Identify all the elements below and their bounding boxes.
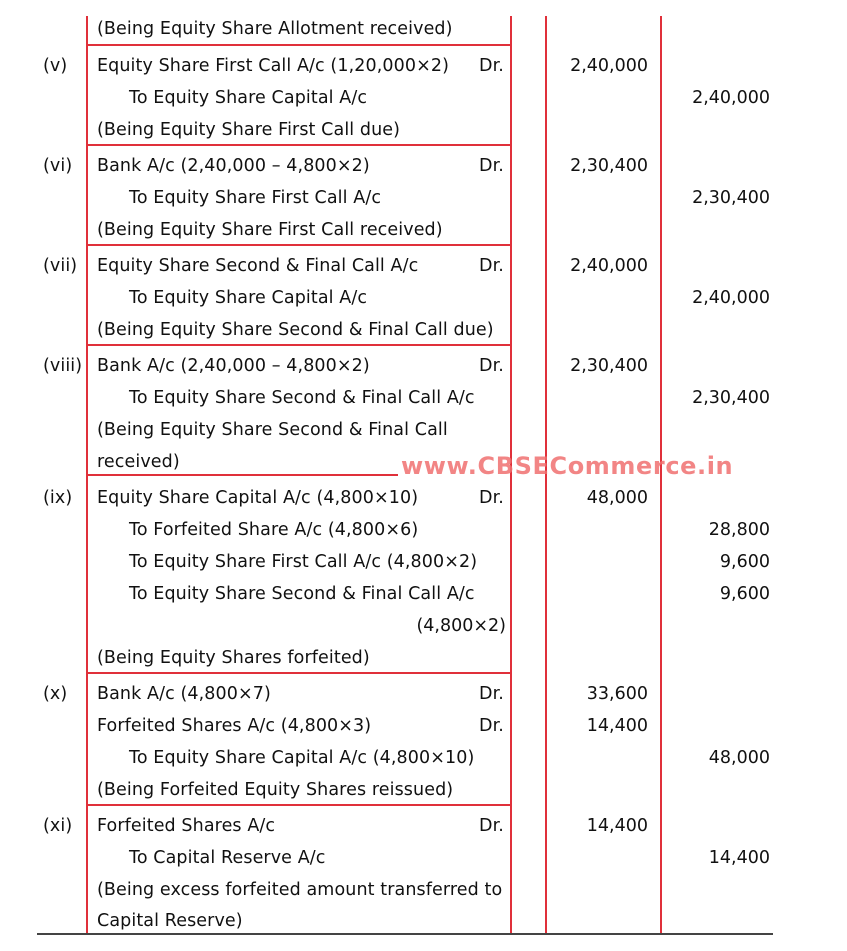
entry-number: (v) (43, 56, 68, 76)
debit-amount: 14,400 (586, 716, 648, 736)
credit-account: To Equity Share Capital A/c (129, 288, 368, 308)
entry-separator (86, 804, 512, 806)
credit-account: To Equity Share Capital A/c (4,800×10) (129, 748, 475, 768)
entry-separator (86, 244, 512, 246)
narration: (Being Equity Share Allotment received) (97, 19, 453, 39)
entry-separator (86, 44, 512, 46)
dr-marker: Dr. (479, 256, 504, 276)
debit-account: Bank A/c (2,40,000 – 4,800×2) (97, 156, 370, 176)
narration: (Being Forfeited Equity Shares reissued) (97, 780, 454, 800)
credit-account: To Forfeited Share A/c (4,800×6) (129, 520, 419, 540)
dr-marker: Dr. (479, 156, 504, 176)
narration: (Being Equity Share Second & Final Call (97, 420, 448, 440)
entry-number: (vii) (43, 256, 78, 276)
credit-amount: 9,600 (719, 584, 770, 604)
debit-account: Forfeited Shares A/c (97, 816, 276, 836)
dr-marker: Dr. (479, 716, 504, 736)
entry-number: (x) (43, 684, 68, 704)
credit-account: To Equity Share First Call A/c (129, 188, 382, 208)
credit-account: To Equity Share Capital A/c (129, 88, 368, 108)
entry-separator (86, 344, 512, 346)
debit-account: Bank A/c (4,800×7) (97, 684, 271, 704)
debit-amount: 33,600 (586, 684, 648, 704)
narration: (Being Equity Share First Call received) (97, 220, 443, 240)
credit-account: To Equity Share Second & Final Call A/c (129, 584, 475, 604)
entry-number: (vi) (43, 156, 73, 176)
narration: received) (97, 452, 180, 472)
debit-account: Equity Share First Call A/c (1,20,000×2) (97, 56, 450, 76)
table-bottom-rule (37, 933, 773, 935)
credit-amount: 2,40,000 (692, 88, 770, 108)
credit-amount: 28,800 (708, 520, 770, 540)
credit-amount: 48,000 (708, 748, 770, 768)
dr-marker: Dr. (479, 684, 504, 704)
debit-account: Equity Share Second & Final Call A/c (97, 256, 419, 276)
debit-account: Equity Share Capital A/c (4,800×10) (97, 488, 419, 508)
credit-amount: 2,40,000 (692, 288, 770, 308)
entry-separator (86, 474, 398, 476)
dr-marker: Dr. (479, 56, 504, 76)
narration: Capital Reserve) (97, 911, 243, 931)
credit-amount: 14,400 (708, 848, 770, 868)
dr-marker: Dr. (479, 816, 504, 836)
credit-account: To Equity Share Second & Final Call A/c (129, 388, 475, 408)
credit-account: To Equity Share First Call A/c (4,800×2) (129, 552, 478, 572)
watermark: www.CBSECommerce.in (401, 452, 734, 480)
entry-number: (viii) (43, 356, 83, 376)
debit-amount: 48,000 (586, 488, 648, 508)
debit-amount: 2,30,400 (570, 156, 648, 176)
dr-marker: Dr. (479, 488, 504, 508)
credit-amount: 2,30,400 (692, 388, 770, 408)
entry-number: (ix) (43, 488, 73, 508)
debit-amount: 2,30,400 (570, 356, 648, 376)
narration: (Being Equity Share Second & Final Call due) (97, 320, 494, 340)
dr-marker: Dr. (479, 356, 504, 376)
credit-amount: 9,600 (719, 552, 770, 572)
debit-account: Bank A/c (2,40,000 – 4,800×2) (97, 356, 370, 376)
entry-separator (86, 144, 512, 146)
entry-number: (xi) (43, 816, 73, 836)
narration: (Being Equity Share First Call due) (97, 120, 401, 140)
debit-amount: 14,400 (586, 816, 648, 836)
debit-amount: 2,40,000 (570, 56, 648, 76)
calculation-note: (4,800×2) (416, 616, 506, 636)
narration: (Being Equity Shares forfeited) (97, 648, 370, 668)
debit-account: Forfeited Shares A/c (4,800×3) (97, 716, 372, 736)
entry-separator (86, 672, 512, 674)
credit-account: To Capital Reserve A/c (129, 848, 326, 868)
credit-amount: 2,30,400 (692, 188, 770, 208)
debit-amount: 2,40,000 (570, 256, 648, 276)
narration: (Being excess forfeited amount transferred to (97, 880, 503, 900)
